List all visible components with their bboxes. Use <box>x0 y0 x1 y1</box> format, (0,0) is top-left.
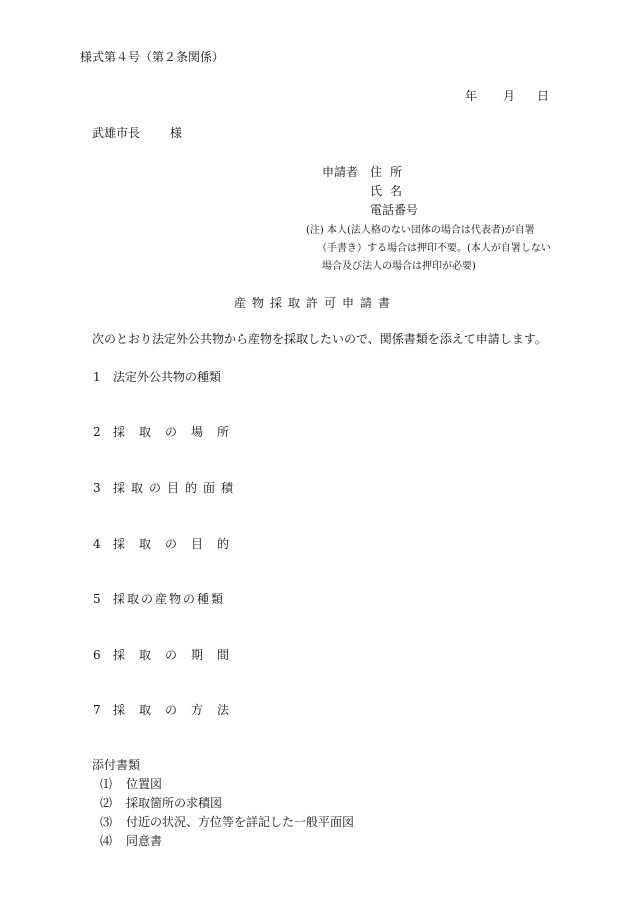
item-label: 採取の期間 <box>113 648 244 662</box>
item-5 <box>93 590 225 607</box>
applicant-address-label: 住所 <box>370 165 411 179</box>
attachments-heading: 添付書類 <box>92 758 141 772</box>
attachment-number: ⑴ <box>100 777 113 791</box>
attachment-number: ⑶ <box>100 815 113 829</box>
item-number: 6 <box>93 648 101 662</box>
attachment-item <box>100 794 222 811</box>
date-day-label: 日 <box>537 89 550 103</box>
attachment-label: 同意書 <box>126 834 163 848</box>
item-7 <box>93 701 243 718</box>
item-label: 採取の方法 <box>113 703 244 717</box>
attachment-item <box>100 775 162 792</box>
intro-text: 次のとおり法定外公共物から産物を採取したいので、関係書類を添えて申請します。 <box>92 332 547 346</box>
note-line-2: （手書き）する場合は押印不要。(本人が自署しない <box>317 243 551 254</box>
attachment-label: 位置図 <box>126 777 163 791</box>
attachment-item <box>100 813 354 830</box>
form-number: 様式第４号（第２条関係） <box>80 50 225 64</box>
item-label: 法定外公共物の種類 <box>113 370 222 384</box>
item-number: 1 <box>93 370 101 384</box>
item-label: 採取の目的 <box>113 537 244 551</box>
attachment-item <box>100 832 162 849</box>
item-number: 3 <box>93 481 101 495</box>
note-line-1: (注) 本人(法人格のない団体の場合は代表者)が自署 <box>306 225 535 236</box>
item-label: 採取の目的面積 <box>113 481 240 495</box>
item-number: 4 <box>93 537 101 551</box>
note-line-3: 場合及び法人の場合は押印が必要) <box>322 261 476 272</box>
item-1 <box>93 368 221 385</box>
attachment-number: ⑵ <box>100 796 113 810</box>
addressee-honorific: 様 <box>170 126 183 140</box>
item-number: 2 <box>93 425 101 439</box>
date-month-label: 月 <box>503 89 516 103</box>
item-number: 7 <box>93 703 101 717</box>
applicant-name-label: 氏名 <box>370 184 411 198</box>
item-label: 採取の産物の種類 <box>113 592 226 606</box>
item-6 <box>93 646 243 663</box>
item-4 <box>93 535 243 552</box>
item-2 <box>93 423 243 440</box>
attachment-label: 採取箇所の求積図 <box>126 796 223 810</box>
item-number: 5 <box>93 592 101 606</box>
date-year-label: 年 <box>465 89 478 103</box>
applicant-label: 申請者 <box>322 165 359 179</box>
addressee <box>92 124 182 141</box>
document-title: 産物採取許可申請書 <box>233 296 396 310</box>
attachment-label: 付近の状況、方位等を詳記した一般平面図 <box>126 815 355 829</box>
item-3 <box>93 479 239 496</box>
attachment-number: ⑷ <box>100 834 113 848</box>
applicant-tel-label: 電話番号 <box>370 203 419 217</box>
item-label: 採取の場所 <box>113 425 244 439</box>
addressee-name: 武雄市長 <box>92 126 141 140</box>
